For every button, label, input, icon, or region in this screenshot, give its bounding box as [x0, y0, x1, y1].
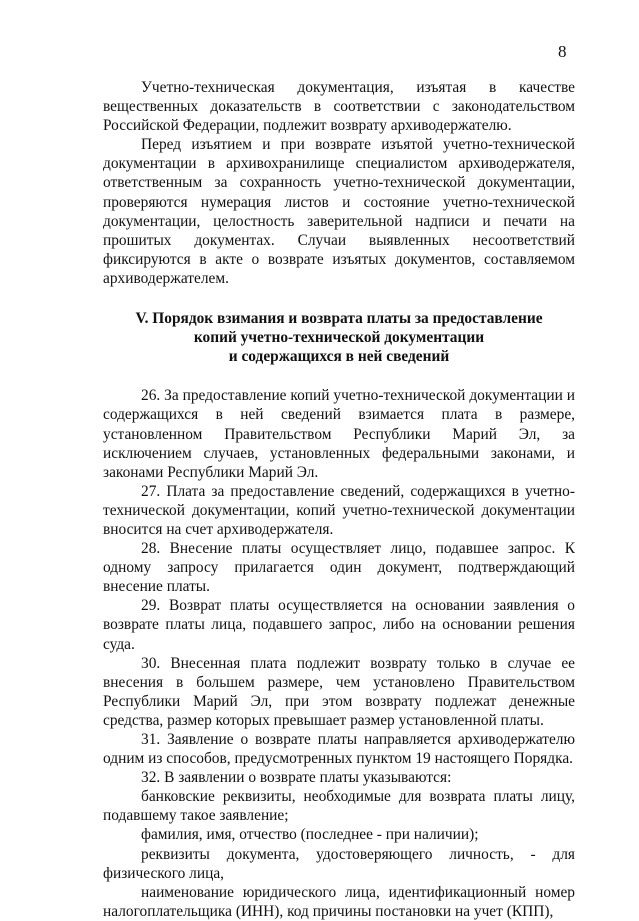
clause-26: 26. За предоставление копий учетно-технической документации и содержащихся в ней сведений взимается плата в размере, установленном Правительством Республики Марий Эл, за исключением случаев, установленных федеральными законами, и законами Республики Марий Эл.	[103, 387, 575, 481]
clause-27: 27. Плата за предоставление сведений, содержащихся в учетно-технической документации, копий учетно-технической документации вносится на счет архиводержателя.	[103, 482, 575, 538]
list-item-legal-entity: наименование юридического лица, идентификационный номер налогоплательщика (ИНН), код причины постановки на учет (КПП),	[103, 883, 575, 920]
clause-29: 29. Возврат платы осуществляется на основании заявления о возврате платы лица, подавшего запрос, либо на основании решения суда.	[103, 597, 575, 653]
section-heading-line-3: и содержащихся в ней сведений	[228, 348, 450, 366]
clause-32: 32. В заявлении о возврате платы указываются:	[141, 769, 452, 787]
paragraph-evidence-return: Учетно-техническая документация, изъятая в качестве вещественных доказательств в соответствии с законодательством Российской Федерации, подлежит возврату архиводержателю.	[103, 79, 575, 135]
list-item-identity-document: реквизиты документа, удостоверяющего личность, - для физического лица,	[103, 845, 575, 882]
clause-31: 31. Заявление о возврате платы направляется архиводержателю одним из способов, предусмотренных пунктом 19 настоящего Порядка.	[103, 731, 575, 768]
clause-28: 28. Внесение платы осуществляет лицо, подавшее запрос. К одному запросу прилагается один документ, подтверждающий внесение платы.	[103, 540, 575, 596]
list-item-bank-details: банковские реквизиты, необходимые для возврата платы лицу, подавшему такое заявление;	[103, 788, 575, 825]
clause-30: 30. Внесенная плата подлежит возврату только в случае ее внесения в большем размере, чем установлено Правительством Республики Марий Эл, при этом возврату подлежат денежные средства, размер которых превышает размер установленной платы.	[103, 654, 575, 729]
page-number: 8	[558, 42, 567, 61]
list-item-full-name: фамилия, имя, отчество (последнее - при наличии);	[141, 826, 479, 844]
section-heading-line-2: копий учетно-технической документации	[193, 329, 485, 347]
paragraph-seizure-check: Перед изъятием и при возврате изъятой учетно-технической документации в архивохранилище специалистом архиводержателя, ответственным за сохранность учетно-технической документации, проверяются нумерация листов и состояние учетно-технической документации, целостность заверительной надписи и печати на прошитых документах. Случаи выявленных несоответствий фиксируются в акте о возврате изъятых документов, составляемом архиводержателем.	[103, 136, 575, 287]
section-heading-line-1: V. Порядок взимания и возврата платы за предоставление	[135, 310, 543, 328]
document-body	[103, 78, 575, 921]
